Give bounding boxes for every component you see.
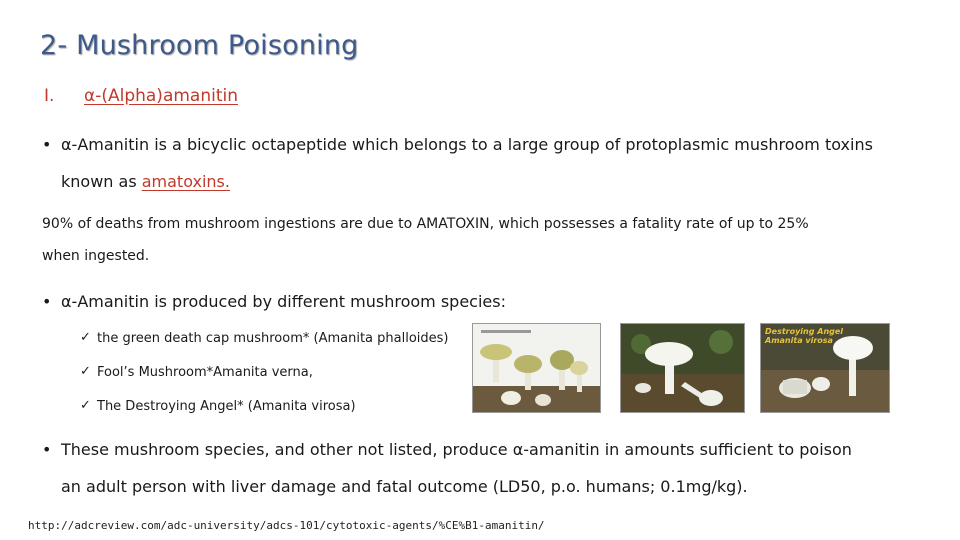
- fatality-paragraph-line2: when ingested.: [42, 248, 150, 264]
- bullet1-line2-prefix: known as: [61, 172, 142, 191]
- bullet-dot: •: [42, 135, 52, 154]
- checkmark-icon: ✓: [80, 398, 91, 413]
- bullet-dot: •: [42, 292, 52, 311]
- checkmark-icon: ✓: [80, 330, 91, 345]
- amatoxins-term: amatoxins.: [141, 172, 230, 191]
- fatality-paragraph-line1: 90% of deaths from mushroom ingestions are due to AMATOXIN, which possesses a fatality rate of up to 25%: [42, 216, 809, 232]
- destroying-angel-caption: Destroying Angel Amanita virosa: [765, 327, 844, 345]
- species-item: the green death cap mushroom* (Amanita phalloides): [97, 331, 449, 346]
- source-link[interactable]: http://adcreview.com/adc-university/adcs-101/cytotoxic-agents/%CE%B1-amanitin/: [28, 519, 545, 532]
- bullet3-line1: These mushroom species, and other not listed, produce α-amanitin in amounts sufficient to poison: [61, 440, 852, 459]
- destroying-angel-photo: [760, 323, 890, 413]
- species-item: The Destroying Angel* (Amanita virosa): [97, 399, 356, 414]
- bullet1-line2: [61, 172, 230, 191]
- death-cap-photo: [472, 323, 601, 413]
- subheading-number: I.: [44, 86, 55, 106]
- subheading-title: α-(Alpha)amanitin: [84, 86, 238, 106]
- bullet1-line1: α-Amanitin is a bicyclic octapeptide which belongs to a large group of protoplasmic mushroom toxins: [61, 135, 873, 154]
- checkmark-icon: ✓: [80, 364, 91, 379]
- bullet2-text: α-Amanitin is produced by different mushroom species:: [61, 292, 506, 311]
- species-item: Fool’s Mushroom*Amanita verna,: [97, 365, 313, 380]
- bullet-dot: •: [42, 440, 52, 459]
- fools-mushroom-photo: [620, 323, 745, 413]
- bullet3-line2: an adult person with liver damage and fatal outcome (LD50, p.o. humans; 0.1mg/kg).: [61, 477, 748, 496]
- page-title: 2- Mushroom Poisoning: [40, 30, 359, 61]
